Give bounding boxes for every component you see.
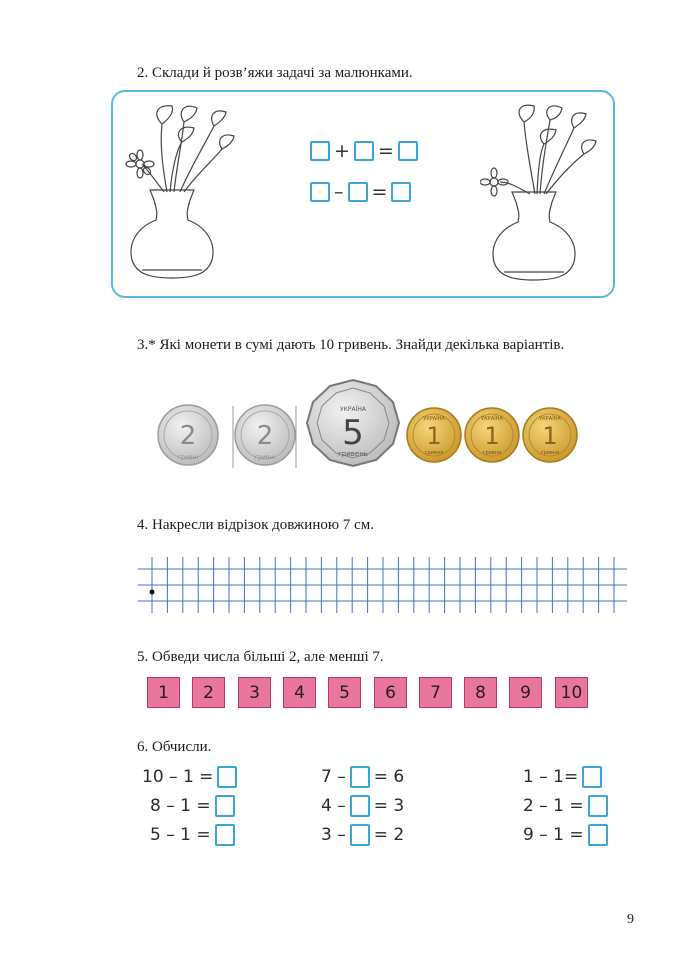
exercise xyxy=(142,766,237,788)
exercise xyxy=(523,766,602,788)
expression-right: = 3 xyxy=(373,796,405,816)
coin-5-hryven xyxy=(307,380,399,466)
coin-value: 2 xyxy=(256,421,274,451)
addition-equation xyxy=(310,140,418,162)
expression-left: 4 – xyxy=(321,796,346,816)
coin-country: УКРАЇНА xyxy=(481,416,503,422)
answer-box[interactable] xyxy=(215,795,235,817)
coin-2-hryvni xyxy=(235,405,295,465)
coin-value: 1 xyxy=(484,422,500,450)
answer-box[interactable] xyxy=(588,824,608,846)
exercise xyxy=(523,795,608,817)
expression-left: 7 – xyxy=(321,767,346,787)
coin-label: гривня xyxy=(540,450,560,456)
number-square-1[interactable]: 1 xyxy=(147,677,180,708)
expression: 2 – 1 = xyxy=(523,796,584,816)
expression: 9 – 1 = xyxy=(523,825,584,845)
page-number: 9 xyxy=(627,912,634,927)
answer-box[interactable] xyxy=(310,141,330,161)
coin-label: гривня xyxy=(424,450,444,456)
answer-box[interactable] xyxy=(582,766,602,788)
coin-country: УКРАЇНА xyxy=(539,416,561,422)
number-square-3[interactable]: 3 xyxy=(238,677,271,708)
number-square-4[interactable]: 4 xyxy=(283,677,316,708)
answer-box[interactable] xyxy=(354,141,374,161)
coin-label: гривня xyxy=(482,450,502,456)
task5-heading: 5. Обведи числа більші 2, але менші 7. xyxy=(137,649,384,665)
exercise xyxy=(150,824,235,846)
exercise xyxy=(321,795,404,817)
vase-with-flowers-left xyxy=(122,104,242,282)
subtraction-equation xyxy=(310,181,411,203)
answer-box[interactable] xyxy=(588,795,608,817)
answer-box[interactable] xyxy=(217,766,237,788)
answer-box[interactable] xyxy=(348,182,368,202)
task6-heading: 6. Обчисли. xyxy=(137,739,212,755)
coin-1-hryvnia xyxy=(465,408,519,462)
number-square-10[interactable]: 10 xyxy=(555,677,588,708)
coin-label: гривні xyxy=(178,454,198,461)
coins-row xyxy=(150,378,590,468)
expression: 1 – 1= xyxy=(523,767,579,787)
coin-label: гривень xyxy=(338,450,368,458)
answer-box[interactable] xyxy=(398,141,418,161)
equals-sign: = xyxy=(371,181,388,203)
exercise xyxy=(321,766,404,788)
vase-with-flowers-right xyxy=(480,104,600,282)
number-square-8[interactable]: 8 xyxy=(464,677,497,708)
plus-sign: + xyxy=(334,140,350,162)
number-square-6[interactable]: 6 xyxy=(374,677,407,708)
coin-1-hryvnia xyxy=(407,408,461,462)
expression: 8 – 1 = xyxy=(150,796,211,816)
coin-value: 2 xyxy=(179,421,197,451)
coin-2-hryvni xyxy=(158,405,218,465)
task3-heading: 3.* Які монети в сумі дають 10 гривень. Знайди декілька варіантів. xyxy=(137,337,565,353)
squared-grid[interactable] xyxy=(138,557,627,613)
exercise xyxy=(150,795,235,817)
number-square-5[interactable]: 5 xyxy=(328,677,361,708)
answer-box[interactable] xyxy=(350,824,370,846)
coin-country: УКРАЇНА xyxy=(339,406,367,413)
coin-value: 1 xyxy=(426,422,442,450)
coin-country: УКРАЇНА xyxy=(423,416,445,422)
exercise xyxy=(321,824,404,846)
expression-right: = 2 xyxy=(373,825,405,845)
coin-value: 1 xyxy=(542,422,558,450)
coin-value: 5 xyxy=(342,413,364,453)
number-square-7[interactable]: 7 xyxy=(419,677,452,708)
exercise xyxy=(523,824,608,846)
expression-right: = 6 xyxy=(373,767,405,787)
task2-heading: 2. Склади й розв’яжи задачі за малюнками. xyxy=(137,65,413,81)
minus-sign: – xyxy=(334,181,344,203)
answer-box[interactable] xyxy=(215,824,235,846)
expression-left: 3 – xyxy=(321,825,346,845)
expression: 5 – 1 = xyxy=(150,825,211,845)
equals-sign: = xyxy=(377,140,394,162)
number-square-9[interactable]: 9 xyxy=(509,677,542,708)
expression: 10 – 1 = xyxy=(142,767,214,787)
coin-1-hryvnia xyxy=(523,408,577,462)
coin-label: гривні xyxy=(255,454,275,461)
answer-box[interactable] xyxy=(310,182,330,202)
number-square-2[interactable]: 2 xyxy=(192,677,225,708)
answer-box[interactable] xyxy=(350,795,370,817)
task4-heading: 4. Накресли відрізок довжиною 7 см. xyxy=(137,517,374,533)
answer-box[interactable] xyxy=(391,182,411,202)
answer-box[interactable] xyxy=(350,766,370,788)
start-point xyxy=(150,590,155,595)
